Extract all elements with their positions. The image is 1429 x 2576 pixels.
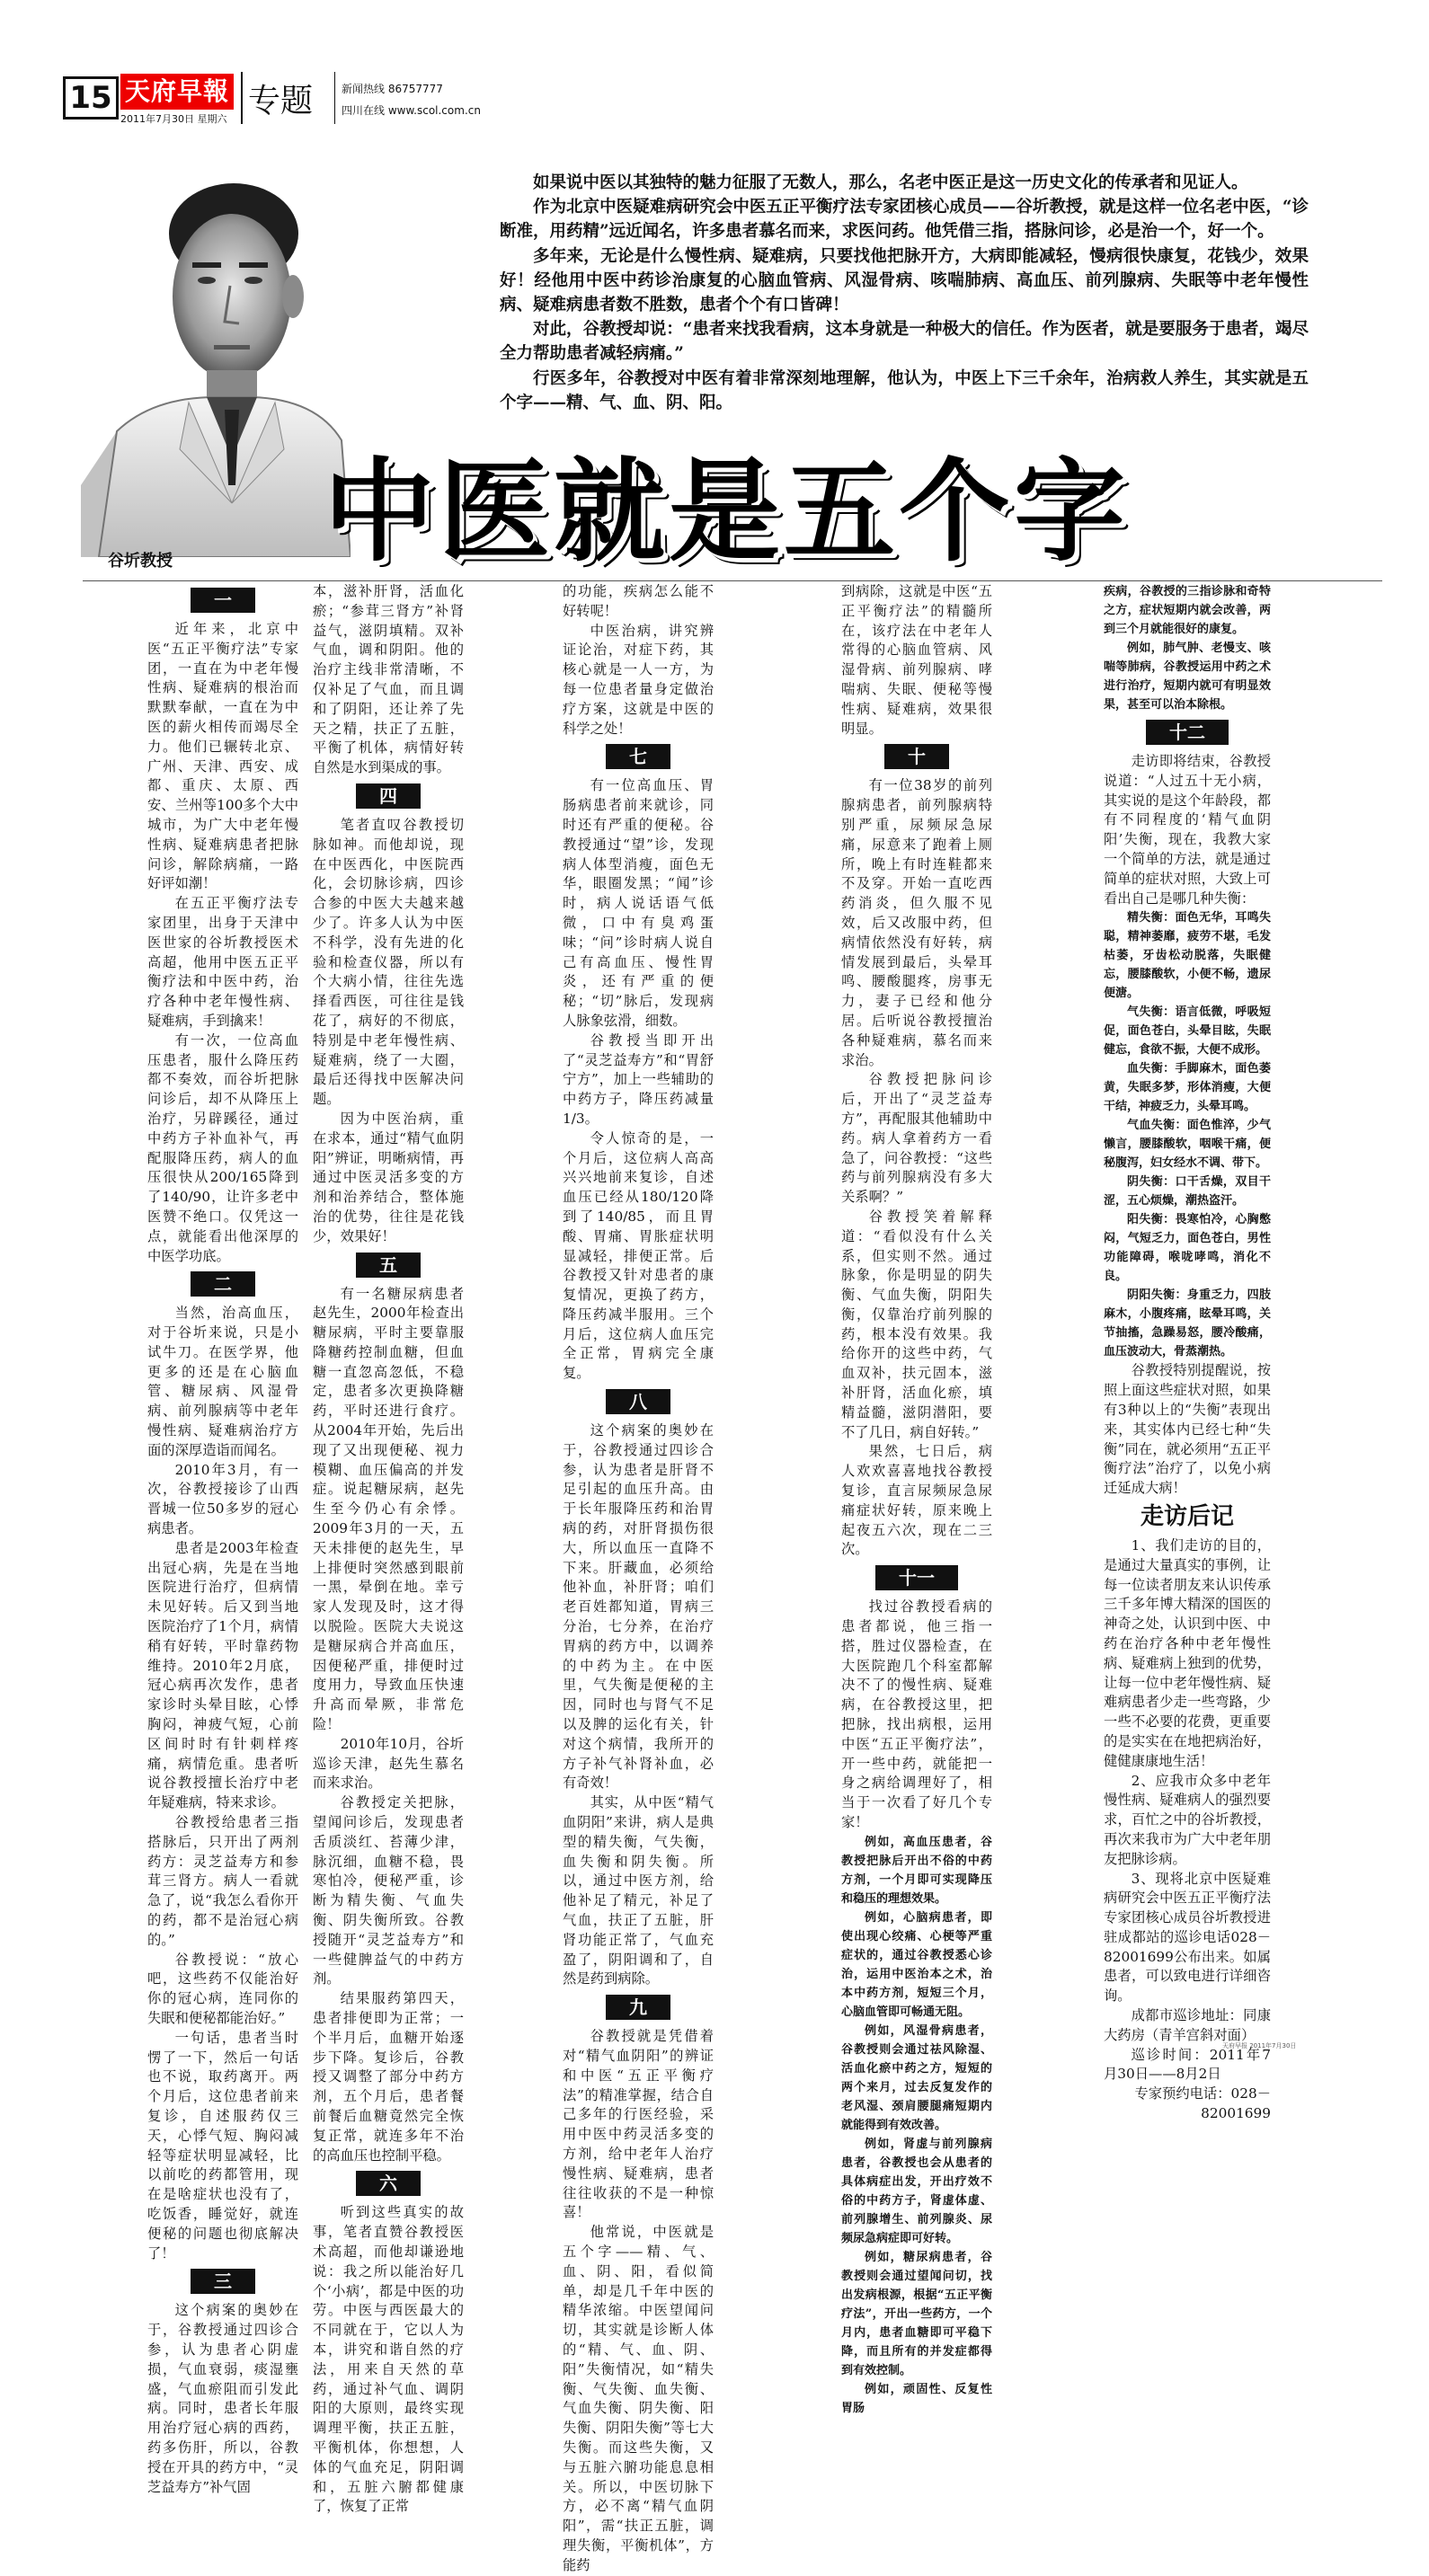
section-heading-label: 一: [191, 588, 255, 613]
body-paragraph: 血失衡：手脚麻木，面色萎黄，失眠多梦，形体消瘦，大便干结，神疲乏力，头晕耳鸣。: [1104, 1062, 1271, 1114]
intro-paragraph: 作为北京中医疑难病研究会中医五正平衡疗法专家团核心成员——谷圻教授，就是这样一位名老中医，“诊断准，用药精”远近闻名，许多患者慕名而来，求医问药。他凭借三指，搭脉问诊，必是治一个，好一个。: [500, 198, 1309, 242]
body-paragraph: 走访即将结束，谷教授说道：“人过五十无小病，其实说的是这个年龄段，都有不同程度的‘精气血阴阳’失衡，现在，我教大家一个简单的方法，就是通过简单的症状对照，大致上可看出自己是哪几种失衡：: [1104, 753, 1271, 907]
section-heading: [1104, 720, 1271, 747]
masthead-divider-2: [334, 72, 335, 124]
body-paragraph: 果然，七日后，病人欢欢喜喜地找谷教授复诊，直言尿频尿急尿痛症状好转，原来晚上起夜五六次，现在二三次。: [841, 1443, 992, 1558]
body-paragraph: 2、应我市众多中老年慢性病、疑难病人的强烈要求，百忙之中的谷圻教授，再次来我市为广大中老年朋友把脉诊病。: [1104, 1772, 1271, 1867]
body-paragraph: 谷教授定关把脉，望闻问诊后，发现患者舌质淡红、苔薄少津，脉沉细，血糖不稳，畏寒怕冷，便秘严重，诊断为精失衡、气血失衡、阴失衡所致。谷教授随开“灵芝益寿方”和一些健脾益气的中药方剂。: [313, 1794, 464, 1987]
body-paragraph: 令人惊奇的是，一个月后，这位病人高高兴兴地前来复诊，自述血压已经从180/120降到了140/85，而且胃酸、胃痛、胃胀症状明显减轻，排便正常。后谷教授又针对患者的康复情况，更换了药方，降压药减半服用。三个月后，这位病人血压完全正常，胃病完全康复。: [563, 1129, 714, 1382]
section-heading-label: 九: [606, 1995, 670, 2020]
body-paragraph: 例如，糖尿病患者，谷教授则会通过望闻问切，找出发病根源，根据“五正平衡疗法”，开出一些药方，一个月内，患者血糖即可平稳下降，而且所有的并发症都得到有效控制。: [841, 2250, 992, 2377]
body-paragraph: 巡诊时间：2011年7月30日——8月2日: [1104, 2046, 1271, 2083]
body-paragraph: 有一位高血压、胃肠病患者前来就诊，同时还有严重的便秘。谷教授通过“望”诊，发现病人体型消瘦，面色无华，眼圈发黑；“闻”诊时，病人说话语气低微，口中有臭鸡蛋味；“问”诊时病人说自己有高血压、慢性胃炎，还有严重的便秘；“切”脉后，发现病人脉象弦滑，细数。: [563, 777, 714, 1029]
body-paragraph: 谷教授笑着解释道：“看似没有什么关系，但实则不然。通过脉象，你是明显的阴失衡、气血失衡，阴阳失衡，仅靠治疗前列腺的药，根本没有效果。我给你开的这些中药，气血双补，扶元固本，滋补肝肾，活血化瘀，填精益髓，滋阴潜阳，要不了几日，病自好转。”: [841, 1208, 992, 1440]
body-top-rule: [83, 580, 1382, 581]
body-paragraph: 谷教授给患者三指搭脉后，只开出了两剂药方：灵芝益寿方和参茸三肾方。病人一看就急了，说“我怎么看你开的药，都不是治冠心病的。”: [147, 1814, 298, 1948]
body-paragraph: 当然，治高血压，对于谷圻来说，只是小试牛刀。在医学界，他更多的还是在心脑血管、糖尿病、风湿骨病、前列腺病等中老年慢性病、疑难病治疗方面的深厚造诣而闻名。: [147, 1305, 298, 1458]
section-heading: [313, 2171, 464, 2198]
body-paragraph: 例如，心脑病患者，即使出现心绞痛、心梗等严重症状的，通过谷教授悉心诊治，运用中医治本之术，治本中药方剂，短短三个月，心脑血管即可畅通无阻。: [841, 1910, 992, 2019]
section-heading: [313, 783, 464, 810]
body-paragraph: 1、我们走访的目的，是通过大量真实的事例，让每一位读者朋友来认识传承三千多年博大精深的国医的神奇之处，认识到中医、中药在治疗各种中老年慢性病、疑难病上独到的优势，让每一位中老年慢性病、疑难病患者少走一些弯路，少一些不必要的花费，更重要的是实实在在地把病治好，健健康康地生活！: [1104, 1536, 1271, 1769]
section-heading-label: 八: [606, 1389, 670, 1414]
body-paragraph: 阳失衡：畏寒怕冷，心胸憋闷，气短乏力，面色苍白，男性功能障碍，喉咙哮鸣，消化不良。: [1104, 1213, 1271, 1284]
body-paragraph: 一句话，患者当时愣了一下，然后一句话也不说，取药离开。两个月后，这位患者前来复诊，自述服药仅三天，心悸气短、胸闷减轻等症状明显减轻，比以前吃的药都管用，现在是啥症状也没有了，吃饭香，睡觉好，就连便秘的问题也彻底解决了！: [147, 2029, 298, 2262]
section-heading-label: 四: [356, 783, 421, 809]
body-paragraph: 气失衡：语言低微，呼吸短促，面色苍白，头晕目眩，失眠健忘，食欲不振，大便不成形。: [1104, 1005, 1271, 1058]
section-heading-label: 走访后记: [1140, 1502, 1234, 1530]
body-paragraph: 2010年3月，有一次，谷教授接诊了山西晋城一位50多岁的冠心病患者。: [147, 1461, 298, 1537]
body-paragraph: 3、现将北京中医疑难病研究会中医五正平衡疗法专家团核心成员谷圻教授进驻成都站的巡诊电话028－82001699公布出来。如属患者，可以致电进行详细咨询。: [1104, 1870, 1271, 2005]
body-paragraph: 谷教授就是凭借着对“精气血阴阳”的辨证和中医“五正平衡疗法”的精准掌握，结合自己多年的行医经验，采用中医中药灵活多变的方剂，给中老年人治疗慢性病、疑难病，患者往往收获的不是一种惊喜！: [563, 2028, 714, 2221]
body-paragraph: 听到这些真实的故事，笔者直赞谷教授医术高超，而他却谦逊地说：我之所以能治好几个‘小病’，都是中医的功劳。中医与西医最大的不同就在于，它以人为本，讲究和谐自然的疗法，用来自天然的草药，通过补气血、调阴阳的大原则，最终实现调理平衡，扶正五脏，平衡机体，你想想，人体的气血充足，阴阳调和，五脏六腑都健康了，恢复了正常: [313, 2204, 464, 2515]
body-paragraph: 阴阳失衡：身重乏力，四肢麻木，小腹疼痛，眩晕耳鸣，关节抽搐，急躁易怒，腰冷酸痛，血压波动大，骨蒸潮热。: [1104, 1288, 1271, 1359]
intro-block: [500, 171, 1309, 415]
masthead-divider: [241, 72, 243, 124]
section-heading-label: 五: [356, 1253, 421, 1278]
intro-paragraph: 行医多年，谷教授对中医有着非常深刻地理解，他认为，中医上下三千余年，治病救人养生，其实就是五个字——精、气、血、阴、阳。: [500, 368, 1309, 412]
body-paragraph: 到病除，这就是中医“五正平衡疗法”的精髓所在，该疗法在中老年人常得的心脑血管病、风湿骨病、前列腺病、哮喘病、失眠、便秘等慢性病、疑难病，效果很明显。: [841, 583, 992, 737]
photo-caption: 谷圻教授: [108, 552, 173, 571]
newspaper-logo[interactable]: 天府早報: [120, 74, 234, 110]
body-paragraph: 专家预约电话：028－82001699: [1134, 2085, 1271, 2122]
body-column-3: [563, 582, 714, 2576]
page-number: 15: [63, 76, 119, 120]
body-paragraph: 例如，风湿骨病患者，谷教授则会通过祛风除湿、活血化瘀中药之方，短短的两个来月，过去反复发作的老风湿、颈肩腰腿痛短期内就能得到有效改善。: [841, 2023, 992, 2132]
section-heading-label: 七: [606, 744, 670, 769]
body-paragraph: 的功能，疾病怎么能不好转呢！: [563, 583, 714, 619]
doctor-portrait-image: [81, 162, 351, 557]
section-heading: [563, 1389, 714, 1416]
body-column-5: [1104, 582, 1271, 2124]
body-column-1: [147, 582, 298, 2497]
body-paragraph: 例如，肾虚与前列腺病患者，谷教授也会从患者的具体病症出发，开出疗效不俗的中药方子，肾虚体虚、前列腺增生、前列腺炎、尿频尿急病症即可好转。: [841, 2137, 992, 2245]
footer-note: 天府早报 2011年7月30日: [1222, 2042, 1297, 2049]
body-paragraph: 在五正平衡疗法专家团里，出身于天津中医世家的谷圻教授医术高超，他用中医五正平衡疗法和中医中药，治疗各种中老年慢性病、疑难病，手到擒来！: [147, 895, 298, 1029]
body-paragraph: 成都市巡诊地址：同康大药房（青羊宫斜对面）: [1104, 2007, 1271, 2043]
body-column-4: [841, 582, 992, 2418]
body-paragraph: 中医治病，讲究辨证论治，对症下药，其核心就是一人一方，为每一位患者量身定做治疗方案，这就是中医的科学之处！: [563, 622, 714, 737]
body-paragraph: 2010年10月，谷圻巡诊天津，赵先生慕名而来求治。: [313, 1735, 464, 1792]
body-paragraph: 例如，顽固性、反复性胃肠: [841, 2382, 992, 2415]
body-paragraph: 这个病案的奥妙在于，谷教授通过四诊合参，认为患者是肝肾不足引起的血压升高。由于长年服降压药和治胃病的药，对肝肾损伤很大，所以血压一直降不下来。肝藏血，必须给他补血，补肝肾；咱们老百姓都知道，胃病三分治，七分养，在治疗胃病的药方中，以调养的中药为主。在中医里，气失衡是便秘的主因，同时也与肾气不足以及脾的运化有关，针对这个病情，我所开的方子补气补肾补血，必有奇效！: [563, 1422, 714, 1792]
section-heading: [147, 588, 298, 615]
body-paragraph: 有一位38岁的前列腺病患者，前列腺病特别严重，尿频尿急尿痛，尿意来了跑着上厕所，晚上有时连鞋都来不及穿。开始一直吃西药消炎，但久服不见效，后又改服中药，但病情依然没有好转，病情发展到最后，头晕耳鸣、腰酸腿疼，房事无力，妻子已经和他分居。后听说谷教授擅治各种疑难病，慕名而来求治。: [841, 777, 992, 1068]
body-paragraph: 例如，高血压患者，谷教授把脉后开出不俗的中药方剂，一个月即可实现降压和稳压的理想效果。: [841, 1835, 992, 1906]
section-heading-label: 十一: [875, 1565, 958, 1590]
body-column-2: [313, 582, 464, 2517]
body-paragraph: 其实，从中医“精气血阴阳”来讲，病人是典型的精失衡，气失衡，血失衡和阴失衡。所以，通过中医方剂，给他补足了精元，补足了气血，扶正了五脏，肝肾功能正常了，气血充盈了，阴阳调和了，自然是药到病除。: [563, 1794, 714, 1987]
body-paragraph: 谷教授特别提醒说，按照上面这些症状对照，如果有3种以上的“失衡”表现出来，其实体内已经七种“失衡”同在，就必须用“五正平衡疗法”治疗了，以免小病迁延成大病！: [1104, 1362, 1271, 1497]
body-paragraph: 这个病案的奥妙在于，谷教授通过四诊合参，认为患者心阴虚损，气血衰弱，痰湿壅盛，气血瘀阻而引发此病。同时，患者长年服用治疗冠心病的西药，药多伤肝，所以，谷教授在开具的药方中，“灵芝益寿方”补气固: [147, 2302, 298, 2495]
section-title: 专题: [248, 83, 314, 120]
section-heading: [147, 1271, 298, 1298]
body-paragraph: 他常说，中医就是五个字——精、气、血、阴、阳，看似简单，却是几千年中医的精华浓缩。中医望闻问切，其实就是诊断人体的“精、气、血、阴、阳”失衡情况，如“精失衡、气失衡、血失衡、气血失衡、阴失衡、阳失衡、阴阳失衡”等七大失衡。而这些失衡，又与五脏六腑功能息息相关。所以，中医切脉下方，必不离“精气血阴阳”，需“扶正五脏，调理失衡，平衡机体”，方能药: [563, 2224, 714, 2573]
body-paragraph: 结果服药第四天，患者排便即为正常；一个半月后，血糖开始逐步下降。复诊后，谷教授又调整了部分中药方剂，五个月后，患者餐前餐后血糖竟然完全恢复正常，就连多年不治的高血压也控制平稳。: [313, 1990, 464, 2164]
section-heading-label: 三: [191, 2269, 255, 2294]
issue-date: 2011年7月30日 星期六: [120, 113, 227, 125]
body-paragraph: 例如，肺气肿、老慢支、咳喘等肺病，谷教授运用中药之术进行治疗，短期内就可有明显效果，甚至可以治本除根。: [1104, 642, 1271, 712]
body-paragraph: 精失衡：面色无华，耳鸣失聪，精神萎靡，疲劳不堪，毛发枯萎，牙齿松动脱落，失眠健忘，腰膝酸软，小便不畅，遗尿便溏。: [1104, 911, 1271, 1001]
portrait-photo: [81, 162, 351, 557]
body-paragraph: 有一名糖尿病患者赵先生，2000年检查出糖尿病，平时主要靠服降糖药控制血糖，但血糖一直忽高忽低，不稳定，患者多次更换降糖药，平时还进行食疗。从2004年开始，先后出现了又出现便秘、视力模糊、血压偏高的并发症。说起糖尿病，赵先生至今仍心有余悸。2009年3月的一天，五天未排便的赵先生，早上排便时突然感到眼前一黑，晕倒在地。幸亏家人发现及时，这才得以脱险。医院大夫说这是糖尿病合并高血压，因便秘严重，排便时过度用力，导致血压快速升高而晕厥，非常危险！: [313, 1285, 464, 1733]
intro-paragraph: 如果说中医以其独特的魅力征服了无数人，那么，名老中医正是这一历史文化的传承者和见证人。: [533, 173, 1248, 192]
section-heading: [563, 744, 714, 771]
body-paragraph: 有一次，一位高血压患者，服什么降压药都不奏效，而谷圻把脉问诊后，却不从降压上治疗，另辟蹊径，通过中药方子补血补气，再配服降压药，病人的血压很快从200/165降到了140/90，让许多老中医赞不绝口。仅凭这一点，就能看出他深厚的中医学功底。: [147, 1031, 298, 1264]
body-paragraph: 因为中医治病，重在求本，通过“精气血阴阳”辨证，明晰病情，再通过中医灵活多变的方剂和治养结合，整体施治的优势，往往是花钱少，效果好！: [313, 1110, 464, 1244]
news-hotline: 新闻热线 86757777: [342, 83, 443, 95]
main-headline: 中医就是五个字: [324, 447, 1130, 577]
section-heading: [1104, 1504, 1271, 1531]
body-paragraph: 阴失衡：口干舌燥，双目干涩，五心烦燥，潮热盗汗。: [1104, 1175, 1271, 1208]
section-heading: [841, 1565, 992, 1592]
intro-paragraph: 多年来，无论是什么慢性病、疑难病，只要找他把脉开方，大病即能减轻，慢病很快康复，花钱少，效果好！经他用中医中药诊治康复的心脑血管病、风湿骨病、咳喘肺病、高血压、前列腺病、失眠等中老年慢性病、疑难病患者数不胜数，患者个个有口皆碑！: [500, 246, 1309, 315]
website-line[interactable]: 四川在线 www.scol.com.cn: [342, 104, 481, 117]
body-paragraph: 找过谷教授看病的患者都说，他三指一搭，胜过仪器检查，在大医院跑几个科室都解决不了的慢性病、疑难病，在谷教授这里，把把脉，找出病根，运用中医“五正平衡疗法”，开一些中药，就能把一身之病给调理好了，相当于一次看了好几个专家！: [841, 1598, 992, 1831]
section-heading: [147, 2269, 298, 2296]
body-paragraph: 疾病，谷教授的三指诊脉和奇特之方，症状短期内就会改善，两到三个月就能很好的康复。: [1104, 585, 1271, 636]
body-paragraph: 患者是2003年检查出冠心病，先是在当地医院进行治疗，但病情未见好转。后又到当地医院治疗了1个月，病情稍有好转，平时靠药物维持。2010年2月底，冠心病再次发作，患者家诊时头晕目眩，心悸胸闷，神疲气短，心前区间时时有针刺样疼痛，病情危重。患者听说谷教授擅长治疗中老年疑难病，特来求诊。: [147, 1539, 298, 1811]
body-paragraph: 谷教授把脉问诊后，开出了“灵芝益寿方”，再配服其他辅助中药。病人拿着药方一看急了，问谷教授：“这些药与前列腺病没有多大关系啊？”: [841, 1071, 992, 1206]
body-paragraph: 气血失衡：面色惟淬，少气懒言，腰膝酸软，咽喉干痛，便秘腹泻，妇女经水不调、带下。: [1104, 1119, 1271, 1171]
section-heading: [841, 744, 992, 771]
body-paragraph: 谷教授当即开出了“灵芝益寿方”和“胃舒宁方”，加上一些辅助的中药方子，降压药减量1/3。: [563, 1031, 714, 1127]
section-heading: [313, 1253, 464, 1279]
section-heading-label: 二: [191, 1271, 255, 1297]
body-paragraph: 笔者直叹谷教授切脉如神。而他却说，现在中医西化，中医院西化，会切脉诊病，四诊合参的中医大夫越来越少了。许多人认为中医不科学，没有先进的化验和检查仪器，所以有个大病小情，往往先选择看西医，可往往是钱花了，病好的不彻底，特别是中老年慢性病、疑难病，绕了一大圈，最后还得找中医解决问题。: [313, 816, 464, 1108]
section-heading-label: 六: [356, 2171, 421, 2196]
intro-paragraph: 对此，谷教授却说：“患者来找我看病，这本身就是一种极大的信任。作为医者，就是要服务于患者，竭尽全力帮助患者减轻病痛。”: [500, 320, 1309, 364]
section-heading-label: 十: [884, 744, 949, 769]
body-paragraph: 近年来，北京中医“五正平衡疗法”专家团，一直在为中老年慢性病、疑难病的根治而默默奉献，一直在为中医的薪火相传而竭尽全力。他们已辗转北京、广州、天津、西安、成都、重庆、太原、西安、兰州等100多个大中城市，为广大中老年慢性病、疑难病患者把脉问诊，解除病痛，一路好评如潮！: [147, 621, 298, 892]
body-paragraph: 本，滋补肝肾，活血化瘀；“参茸三肾方”补肾益气，滋阴填精。双补气血，调和阴阳。他的治疗主线非常清晰，不仅补足了气血，而且调和了阴阳，还让养了先天之精，扶正了五脏，平衡了机体，病情好转自然是水到渠成的事。: [313, 583, 464, 776]
section-heading-label: 十二: [1146, 720, 1229, 745]
section-heading: [563, 1995, 714, 2022]
body-paragraph: 谷教授说：“放心吧，这些药不仅能治好你的冠心病，连同你的失眠和便秘都能治好。”: [147, 1951, 298, 2026]
